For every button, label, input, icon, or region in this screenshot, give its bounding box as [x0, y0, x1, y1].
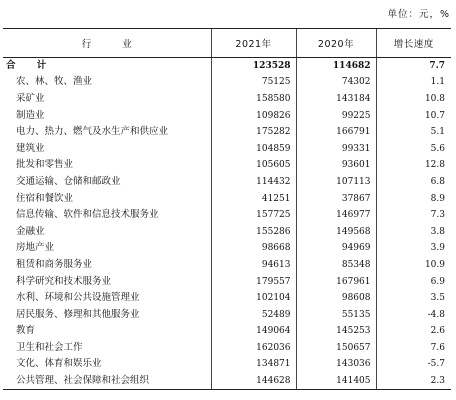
industry-cell: 农、林、牧、渔业: [16, 76, 93, 88]
value-2020-cell: 99331: [296, 140, 376, 157]
table-row: [3, 306, 451, 323]
table-row: [3, 74, 451, 91]
value-2020-cell: 114682: [296, 58, 376, 75]
value-2020-cell: 146977: [296, 207, 376, 224]
growth-cell: 2.3: [376, 373, 451, 390]
value-2021-cell: 109826: [211, 107, 296, 124]
value-2021-cell: 105605: [211, 157, 296, 174]
industry-cell: 科学研究和技术服务业: [16, 275, 112, 287]
industry-cell: 公共管理、社会保障和社会组织: [3, 373, 211, 390]
value-2021-cell: 179557: [211, 273, 296, 290]
industry-cell: 住宿和餐饮业: [16, 192, 74, 204]
value-2021-cell: 162036: [211, 340, 296, 357]
value-2020-cell: 145253: [296, 323, 376, 340]
industry-cell: 居民服务、修理和其他服务业: [16, 308, 140, 320]
table-row: [3, 356, 451, 373]
value-2021-cell: 102104: [211, 290, 296, 307]
value-2020-cell: 99225: [296, 107, 376, 124]
growth-cell: 6.9: [376, 273, 451, 290]
value-2020-cell: 143184: [296, 91, 376, 108]
table-row: [3, 107, 451, 124]
table-row: [3, 124, 451, 141]
industry-cell: 建筑业: [16, 142, 45, 154]
table-row: [3, 373, 451, 390]
table-row: [3, 340, 451, 357]
value-2021-cell: 94613: [211, 257, 296, 274]
value-2021-cell: 155286: [211, 223, 296, 240]
header-2020: 2020年: [296, 29, 376, 58]
value-2020-cell: 107113: [296, 174, 376, 191]
growth-cell: 12.8: [376, 157, 451, 174]
table-header: [3, 29, 451, 58]
industry-cell: 房地产业: [16, 242, 55, 254]
growth-cell: 1.1: [376, 74, 451, 91]
industry-cell: 卫生和社会工作: [16, 341, 83, 353]
header-row: [3, 29, 451, 58]
value-2021-cell: 123528: [211, 58, 296, 75]
growth-cell: 5.6: [376, 140, 451, 157]
value-2020-cell: 167961: [296, 273, 376, 290]
growth-cell: 3.5: [376, 290, 451, 307]
growth-cell: 10.9: [376, 257, 451, 274]
value-2021-cell: 52489: [211, 306, 296, 323]
growth-cell: 7.6: [376, 340, 451, 357]
total-row: [3, 58, 451, 75]
growth-cell: 10.7: [376, 107, 451, 124]
value-2020-cell: 141405: [296, 373, 376, 390]
value-2020-cell: 94969: [296, 240, 376, 257]
growth-cell: 8.9: [376, 190, 451, 207]
table-row: [3, 140, 451, 157]
value-2021-cell: 98668: [211, 240, 296, 257]
growth-cell: 2.6: [376, 323, 451, 340]
value-2020-cell: 55135: [296, 306, 376, 323]
value-2021-cell: 114432: [211, 174, 296, 191]
table-row: [3, 223, 451, 240]
industry-cell: 合 计: [6, 60, 56, 72]
industry-cell: 电力、热力、燃气及水生产和供应业: [16, 126, 169, 138]
growth-cell: -5.7: [376, 356, 451, 373]
value-2021-cell: 157725: [211, 207, 296, 224]
growth-cell: 7.7: [376, 58, 451, 75]
unit-label: 单位：元，%: [387, 9, 450, 20]
growth-cell: 6.8: [376, 174, 451, 191]
value-2021-cell: 104859: [211, 140, 296, 157]
value-2020-cell: 37867: [296, 190, 376, 207]
value-2020-cell: 149568: [296, 223, 376, 240]
growth-cell: -4.8: [376, 306, 451, 323]
value-2021-cell: 75125: [211, 74, 296, 91]
header-2021: 2021年: [211, 29, 296, 58]
value-2020-cell: 143036: [296, 356, 376, 373]
growth-cell: 7.3: [376, 207, 451, 224]
growth-cell: 10.8: [376, 91, 451, 108]
table-row: [3, 190, 451, 207]
value-2020-cell: 150657: [296, 340, 376, 357]
industry-cell: 租赁和商务服务业: [16, 258, 93, 270]
value-2021-cell: 134871: [211, 356, 296, 373]
growth-cell: 5.1: [376, 124, 451, 141]
value-2021-cell: 149064: [211, 323, 296, 340]
industry-cell: 信息传输、软件和信息技术服务业: [16, 209, 159, 221]
industry-cell: 水利、环境和公共设施管理业: [16, 292, 140, 304]
table-row: [3, 91, 451, 108]
table-row: [3, 207, 451, 224]
table-row: [3, 174, 451, 191]
value-2021-cell: 144628: [211, 373, 296, 390]
industry-cell: 批发和零售业: [16, 159, 74, 171]
wage-table: [3, 28, 451, 390]
industry-cell: 金融业: [16, 225, 45, 237]
industry-cell: 采矿业: [16, 92, 45, 104]
value-2020-cell: 98608: [296, 290, 376, 307]
header-industry: 行 业: [3, 29, 211, 58]
value-2020-cell: 85348: [296, 257, 376, 274]
table-row: [3, 157, 451, 174]
value-2021-cell: 158580: [211, 91, 296, 108]
table-row: [3, 257, 451, 274]
value-2021-cell: 41251: [211, 190, 296, 207]
industry-cell: 制造业: [16, 109, 45, 121]
value-2020-cell: 166791: [296, 124, 376, 141]
growth-cell: 3.8: [376, 223, 451, 240]
table-row: [3, 323, 451, 340]
value-2021-cell: 175282: [211, 124, 296, 141]
table-row: [3, 240, 451, 257]
industry-cell: 交通运输、仓储和邮政业: [16, 175, 121, 187]
header-growth: 增长速度: [376, 29, 451, 58]
industry-cell: 文化、体育和娱乐业: [16, 358, 102, 370]
growth-cell: 3.9: [376, 240, 451, 257]
value-2020-cell: 93601: [296, 157, 376, 174]
table-body: [3, 58, 451, 390]
table-row: [3, 273, 451, 290]
value-2020-cell: 74302: [296, 74, 376, 91]
industry-cell: 教育: [16, 325, 36, 337]
table-row: [3, 290, 451, 307]
